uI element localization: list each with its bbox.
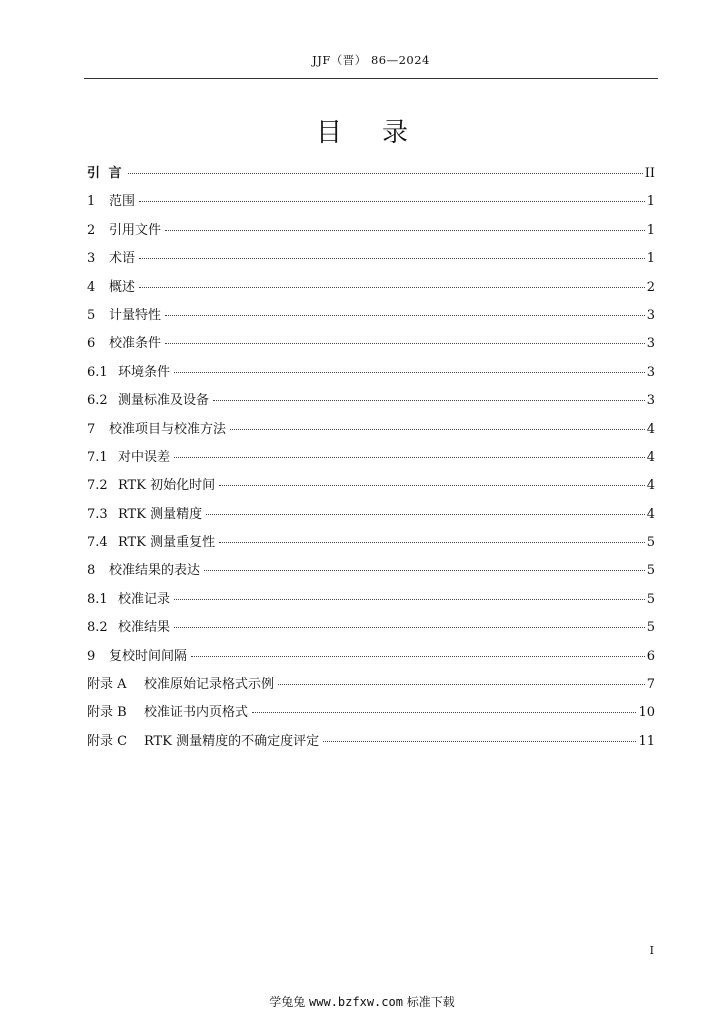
toc-entry[interactable] (87, 559, 655, 587)
toc-entry[interactable] (87, 276, 655, 304)
table-of-contents (87, 162, 655, 758)
toc-entry-page: 6 (646, 648, 655, 664)
toc-leader-dots (139, 258, 645, 259)
toc-entry-page: 10 (638, 705, 655, 721)
toc-entry-label: 环境条件 (118, 364, 171, 380)
toc-entry[interactable] (87, 418, 655, 446)
toc-entry-page: 1 (646, 194, 655, 210)
toc-entry-page: 11 (638, 733, 655, 749)
toc-entry-label: 概述 (109, 279, 136, 295)
toc-entry[interactable] (87, 361, 655, 389)
toc-entry-label: 校准记录 (118, 591, 171, 607)
toc-entry[interactable] (87, 247, 655, 275)
toc-entry-number: 8 (87, 563, 96, 579)
toc-entry-number: 4 (87, 279, 96, 295)
toc-entry-number: 7.2 (87, 478, 108, 494)
toc-entry-number: 7.4 (87, 535, 108, 551)
toc-entry[interactable] (87, 730, 655, 758)
toc-entry-label: 引 言 (87, 166, 124, 181)
toc-entry-number: 1 (87, 194, 96, 210)
toc-entry[interactable] (87, 190, 655, 218)
toc-entry-label: RTK 初始化时间 (118, 478, 216, 494)
toc-entry-number: 3 (87, 251, 96, 267)
toc-leader-dots (174, 457, 645, 458)
running-header: JJF（晋） 86—2024 (312, 53, 430, 67)
toc-entry-label: RTK 测量重复性 (118, 535, 216, 551)
toc-entry[interactable] (87, 474, 655, 502)
toc-entry-number: 6.2 (87, 393, 108, 409)
toc-entry-page: 5 (646, 563, 655, 579)
toc-entry-page: 3 (646, 393, 655, 409)
toc-entry-page: 1 (646, 222, 655, 238)
toc-entry-number: 8.1 (87, 591, 108, 607)
toc-entry-number: 附录 A (87, 677, 127, 693)
toc-entry[interactable] (87, 446, 655, 474)
toc-entry-label: 校准结果 (118, 620, 171, 636)
toc-entry[interactable] (87, 531, 655, 559)
toc-entry[interactable] (87, 304, 655, 332)
toc-entry-number: 2 (87, 222, 96, 238)
toc-entry-label: 引用文件 (109, 222, 162, 238)
toc-leader-dots (174, 627, 645, 628)
toc-entry-label: 校准结果的表达 (109, 563, 201, 579)
toc-entry-page: 5 (646, 591, 655, 607)
toc-leader-dots (204, 570, 645, 571)
toc-entry-label: 测量标准及设备 (118, 393, 210, 409)
toc-entry-page: 3 (646, 336, 655, 352)
toc-leader-dots (230, 429, 645, 430)
toc-leader-dots (213, 400, 645, 401)
toc-entry[interactable] (87, 588, 655, 616)
toc-entry[interactable] (87, 673, 655, 701)
toc-entry-page: 5 (646, 535, 655, 551)
toc-entry-label: 范围 (109, 194, 136, 210)
toc-entry[interactable] (87, 162, 655, 190)
toc-entry-page: II (644, 166, 655, 181)
toc-leader-dots (128, 173, 643, 174)
toc-entry[interactable] (87, 332, 655, 360)
toc-leader-dots (219, 485, 645, 486)
toc-entry-page: 7 (646, 677, 655, 693)
toc-leader-dots (165, 315, 645, 316)
toc-entry-page: 4 (646, 421, 655, 437)
toc-entry-number: 附录 B (87, 705, 127, 721)
toc-leader-dots (206, 514, 645, 515)
toc-entry-number: 7.3 (87, 506, 108, 522)
toc-entry-page: 4 (646, 478, 655, 494)
toc-entry[interactable] (87, 503, 655, 531)
toc-entry-label: RTK 测量精度的不确定度评定 (144, 733, 320, 749)
toc-entry-label: 校准原始记录格式示例 (144, 677, 275, 693)
toc-entry-page: 1 (646, 251, 655, 267)
toc-leader-dots (278, 684, 645, 685)
toc-entry-number: 5 (87, 307, 96, 323)
footer (0, 993, 724, 1010)
toc-leader-dots (165, 343, 645, 344)
toc-entry[interactable] (87, 616, 655, 644)
toc-entry-label: 校准条件 (109, 336, 162, 352)
toc-leader-dots (191, 656, 645, 657)
toc-entry-number: 附录 C (87, 733, 128, 749)
toc-entry-label: RTK 测量精度 (118, 506, 203, 522)
toc-entry-page: 4 (646, 506, 655, 522)
toc-leader-dots (165, 230, 645, 231)
footer-url-link[interactable]: www.bzfxw.com (309, 995, 403, 1009)
toc-entry-number: 6 (87, 336, 96, 352)
toc-entry-number: 7 (87, 421, 96, 437)
toc-entry-label: 对中误差 (118, 449, 171, 465)
toc-entry[interactable] (87, 645, 655, 673)
toc-entry-label: 校准项目与校准方法 (109, 421, 227, 437)
toc-entry[interactable] (87, 701, 655, 729)
toc-entry-label: 复校时间间隔 (109, 648, 188, 664)
toc-leader-dots (174, 372, 645, 373)
toc-entry-page: 3 (646, 364, 655, 380)
toc-leader-dots (323, 741, 636, 742)
toc-entry[interactable] (87, 219, 655, 247)
toc-entry-page: 4 (646, 449, 655, 465)
toc-entry-page: 5 (646, 620, 655, 636)
toc-entry-number: 9 (87, 648, 96, 664)
toc-entry-number: 7.1 (87, 449, 108, 465)
toc-entry-number: 6.1 (87, 364, 108, 380)
page-number: I (649, 944, 654, 957)
footer-tagline: 标准下载 (406, 995, 455, 1009)
toc-leader-dots (139, 287, 645, 288)
toc-entry-label: 校准证书内页格式 (144, 705, 249, 721)
toc-leader-dots (139, 201, 645, 202)
toc-leader-dots (174, 599, 645, 600)
toc-entry-page: 2 (646, 279, 655, 295)
toc-entry[interactable] (87, 389, 655, 417)
page-title: 目录 (315, 118, 448, 148)
footer-site-name: 学兔兔 (269, 995, 306, 1009)
header-rule (84, 78, 658, 79)
toc-entry-label: 术语 (109, 251, 136, 267)
toc-entry-number: 8.2 (87, 620, 108, 636)
toc-entry-label: 计量特性 (109, 307, 162, 323)
toc-leader-dots (219, 542, 645, 543)
toc-entry-page: 3 (646, 307, 655, 323)
toc-leader-dots (252, 712, 636, 713)
